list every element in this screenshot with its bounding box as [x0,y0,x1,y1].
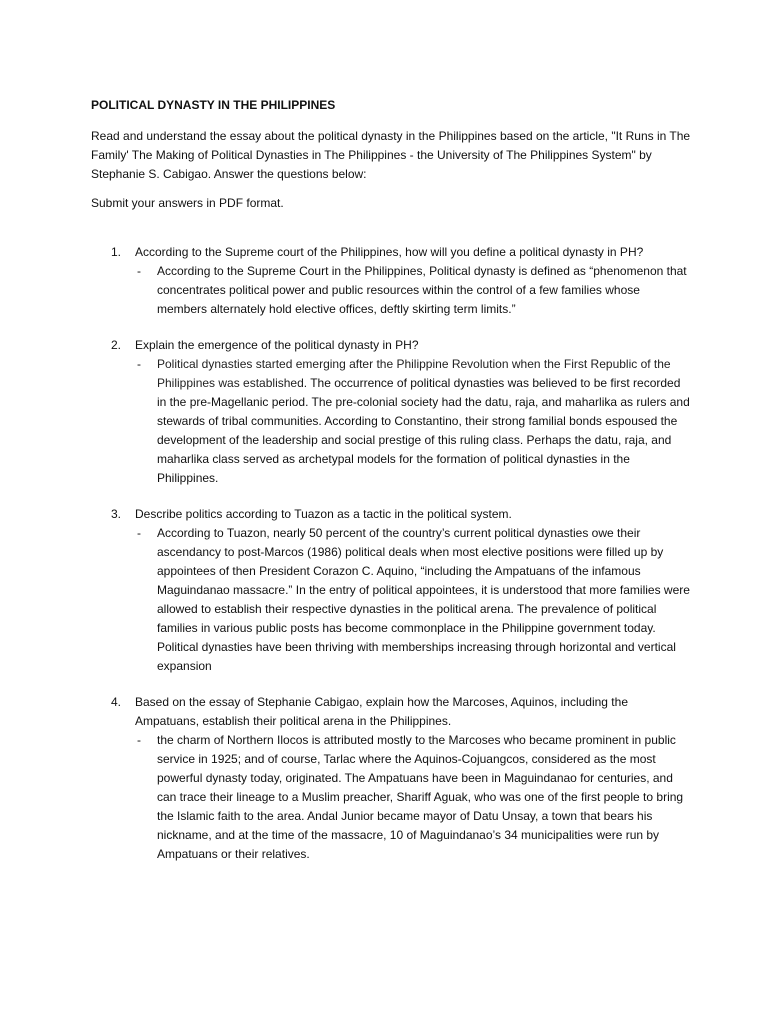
answer-text: According to the Supreme Court in the Philippines, Political dynasty is defined as “phenomenon that concentrates political power and public resources within the control of a few families whose members alternately hold elective offices, deftly skirting term limits.” [157,264,687,316]
answer-dash: - [137,526,141,540]
answer-item [135,731,691,864]
intro-paragraph: Read and understand the essay about the political dynasty in the Philippines based on the article, "It Runs in The Family' The Making of Political Dynasties in The Philippines - the University of The Philippines System" by Stephanie S. Cabigao. Answer the questions below: [91,129,691,181]
document-body [91,96,691,881]
question-text: Based on the essay of Stephanie Cabigao, explain how the Marcoses, Aquinos, including the Ampatuans, establish their political arena in the Philippines. [135,695,628,728]
answer-dash: - [137,264,141,278]
answer-item [135,262,691,319]
question-item [91,336,691,488]
answer-dash: - [137,357,141,371]
answer-dash: - [137,733,141,747]
question-list [91,243,691,864]
question-text: Explain the emergence of the political dynasty in PH? [135,338,419,352]
answer-item [135,524,691,676]
answer-item [135,355,691,488]
question-item [91,505,691,676]
question-number: 2. [111,338,122,352]
question-item [91,243,691,319]
question-item [91,693,691,864]
question-text: Describe politics according to Tuazon as a tactic in the political system. [135,507,512,521]
question-number: 3. [111,507,122,521]
document-title: POLITICAL DYNASTY IN THE PHILIPPINES [91,98,336,112]
question-number: 1. [111,245,122,259]
answer-lead-text: Political dynasties started emerging after the Philippine Revolution when the First Republic of the Philippines was established. [157,357,671,390]
submit-note: Submit your answers in PDF format. [91,196,284,210]
question-text: According to the Supreme court of the Philippines, how will you define a political dynasty in PH? [135,245,644,259]
answer-text: According to Tuazon, nearly 50 percent of the country’s current political dynasties owe their ascendancy to post-Marcos (1986) political deals when most elective positions were filled up by appointees of then President Corazon C. Aquino, “including the Ampatuans of the infamous Maguindanao massacre.” In the entry of political appointees, it is understood that more families were allowed to establish their respective dynasties in the political arena. The prevalence of political families in various public posts has become commonplace in the Philippine government today. Political dynasties have been thriving with memberships increasing through horizontal and vertical expansion [157,526,690,673]
question-number: 4. [111,695,122,709]
answer-text: the charm of Northern Ilocos is attributed mostly to the Marcoses who became prominent in public service in 1925; and of course, Tarlac where the Aquinos-Cojuangcos, considered as the most powerful dynasty today, originated. The Ampatuans have been in Maguindanao for centuries, and can trace their lineage to a Muslim preacher, Shariff Aguak, who was one of the first people to bring the Islamic faith to the area. Andal Junior became mayor of Datu Unsay, a town that bears his nickname, and at the time of the massacre, 10 of Maguindanao’s 34 municipalities were run by Ampatuans or their relatives. [157,733,684,861]
answer-text: The occurrence of political dynasties was believed to be first recorded in the pre-Magellanic period. The pre-colonial society had the datu, raja, and maharlika as rulers and stewards of tribal communities. According to Constantino, their strong familial bonds espoused the development of the leadership and social prestige of this ruling class. Perhaps the datu, raja, and maharlika class served as archetypal models for the formation of political dynasties in the Philippines. [157,376,690,485]
